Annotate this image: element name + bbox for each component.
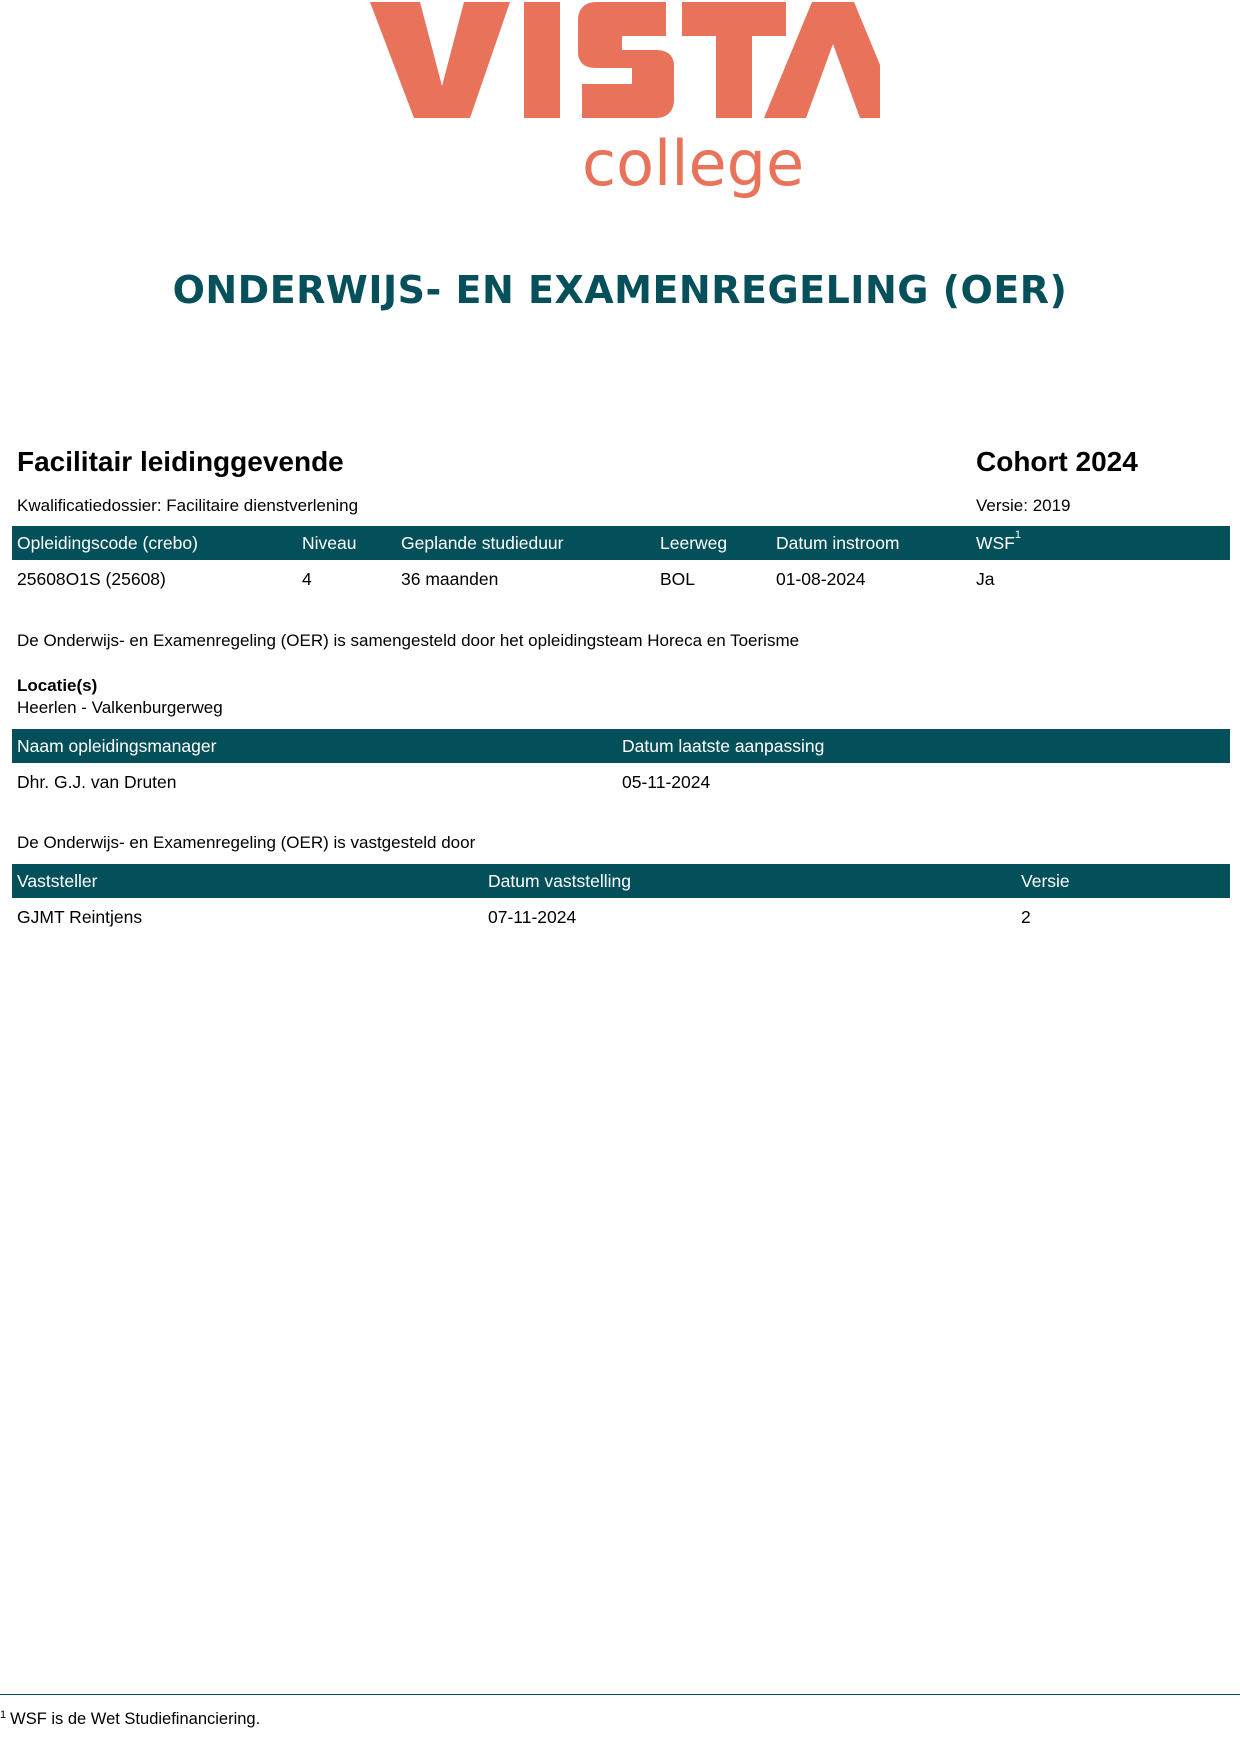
programme-name: Facilitair leidinggevende	[17, 446, 344, 477]
col-leerweg: Leerweg	[660, 533, 728, 553]
table-row	[12, 769, 1230, 799]
col-laatste-aanpassing: Datum laatste aanpassing	[622, 736, 825, 756]
locations-label: Locatie(s)	[17, 676, 98, 695]
table-row	[12, 904, 1230, 934]
col-instroom: Datum instroom	[776, 533, 900, 553]
cell-instroom: 01-08-2024	[776, 569, 866, 589]
cell-versie: 2	[1021, 907, 1031, 927]
cell-wsf: Ja	[976, 569, 995, 589]
footnote-divider	[0, 1694, 1240, 1695]
col-crebo: Opleidingscode (crebo)	[17, 533, 198, 553]
col-niveau: Niveau	[302, 533, 357, 553]
locations-value: Heerlen - Valkenburgerweg	[17, 698, 223, 717]
cell-studieduur: 36 maanden	[401, 569, 499, 589]
table1-header	[12, 526, 1230, 560]
cell-datum-vaststelling: 07-11-2024	[488, 907, 577, 927]
established-by-text: De Onderwijs- en Examenregeling (OER) is vastgesteld door	[17, 833, 476, 852]
cell-niveau: 4	[302, 569, 312, 589]
cell-laatste-aanpassing: 05-11-2024	[622, 772, 711, 792]
table2-header	[12, 729, 1230, 763]
footnote-number: 1	[0, 1709, 7, 1721]
col-versie: Versie	[1021, 871, 1070, 891]
col-wsf: WSF$^1$	[976, 529, 1022, 553]
cell-leerweg: BOL	[660, 569, 696, 589]
col-vaststeller: Vaststeller	[17, 871, 98, 891]
composed-by-text: De Onderwijs- en Examenregeling (OER) is samengesteld door het opleidingsteam Horeca en Toerisme	[17, 631, 800, 650]
table-row	[12, 566, 1230, 596]
cell-manager: Dhr. G.J. van Druten	[17, 772, 177, 792]
cell-crebo: 25608O1S (25608)	[17, 569, 166, 589]
footnote	[0, 1710, 260, 1729]
wsf-footnote-ref: 1	[1014, 529, 1022, 541]
col-datum-vaststelling: Datum vaststelling	[488, 871, 631, 891]
cell-vaststeller: GJMT Reintjens	[17, 907, 143, 927]
table3-header	[12, 864, 1230, 898]
logo-subtext: college	[582, 127, 805, 200]
col-manager: Naam opleidingsmanager	[17, 736, 217, 756]
dossier-version: Versie: 2019	[976, 496, 1071, 515]
vista-college-logo	[360, 0, 880, 205]
qualification-dossier: Kwalificatiedossier: Facilitaire dienstverlening	[17, 496, 359, 515]
col-studieduur: Geplande studieduur	[401, 533, 564, 553]
document-title: ONDERWIJS- EN EXAMENREGELING (OER)	[172, 268, 1068, 312]
cohort-label: Cohort 2024	[976, 446, 1138, 477]
footnote-text: WSF is de Wet Studiefinanciering.	[10, 1710, 261, 1728]
